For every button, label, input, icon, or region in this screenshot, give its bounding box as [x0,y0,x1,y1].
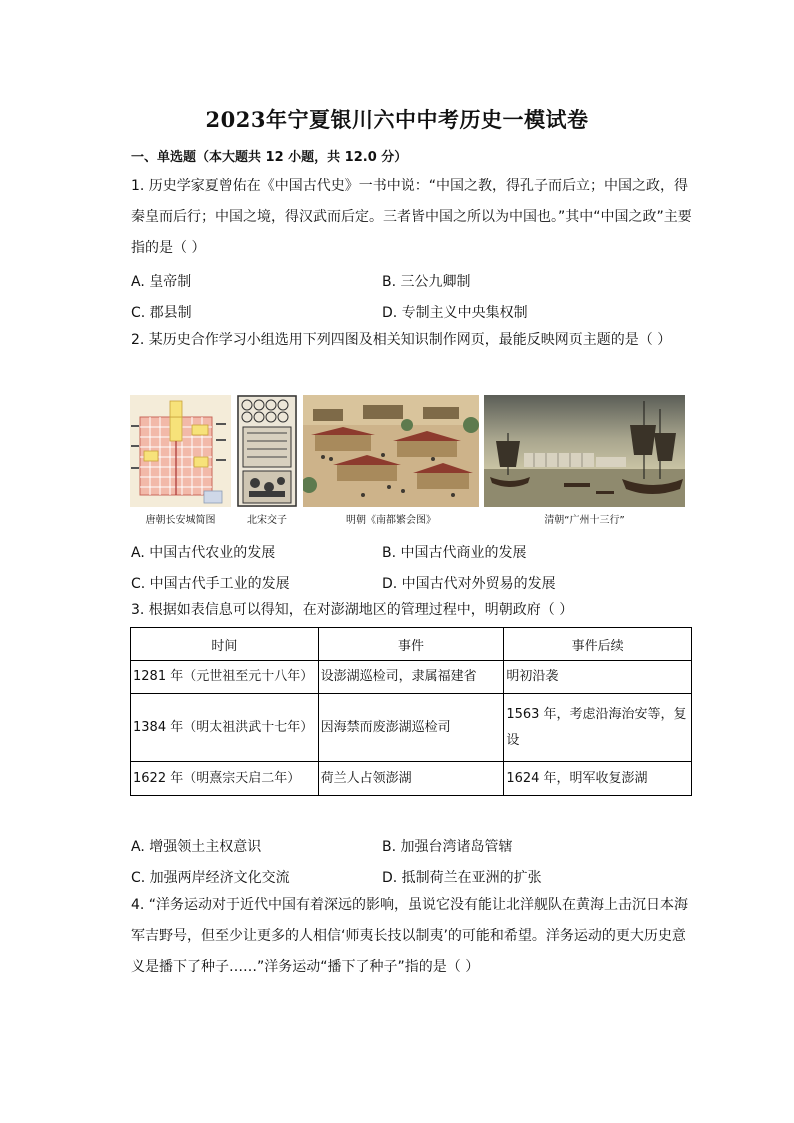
question-1-option-c: C. 郡县制 [131,305,192,321]
figure-1-caption: 唐朝长安城简图 [145,515,216,526]
table-header-row [131,628,692,661]
figure-3-caption: 明朝《南都繁会图》 [346,515,436,526]
table-cell: 1281 年（元世祖至元十八年） [131,661,319,694]
table-cell: 明初沿袭 [504,661,692,694]
table-cell: 1624 年，明军收复澎湖 [504,762,692,796]
exam-title: 2023年宁夏银川六中中考历史一模试卷 [205,107,589,132]
table-header-cell: 事件后续 [504,628,692,661]
city-grid-graphic [130,395,231,507]
question-1-option-a: A. 皇帝制 [131,274,192,290]
question-4-stem: 4. “洋务运动对于近代中国有着深远的影响，虽说它没有能让北洋舰队在黄海上击沉日本海军吉野号，但至少让更多的人相信‘师夷长技以制夷’的可能和希望。洋务运动的更大历史意义是播下了种子……”洋务运动“播下了种子”指的是（ ） [131,897,689,975]
painting-graphic [303,395,479,507]
question-2-option-a: A. 中国古代农业的发展 [131,545,276,561]
nandu-painting-image [303,395,479,507]
guangzhou-painting-image [484,395,685,507]
changan-map-image [130,395,231,507]
question-1-stem: 1. 历史学家夏曾佑在《中国古代史》一书中说：“中国之教，得孔子而后立；中国之政，得秦皇而后行；中国之境，得汉武而后定。三者皆中国之所以为中国也。”其中“中国之政”主要指的是（ ） [131,178,692,256]
table-row [131,661,692,694]
question-3-option-c: C. 加强两岸经济文化交流 [131,870,290,886]
question-1-option-b: B. 三公九卿制 [382,274,471,290]
figure-4-caption: 清朝“广州十三行” [544,515,625,526]
figure-2-caption: 北宋交子 [247,515,287,526]
question-3-table [130,627,692,796]
section-heading: 一、单选题（本大题共 12 小题，共 12.0 分） [131,150,408,165]
question-2-stem: 2. 某历史合作学习小组选用下列四图及相关知识制作网页，最能反映网页主题的是（ ） [131,332,672,348]
table-header-cell: 事件 [318,628,504,661]
question-3-option-b: B. 加强台湾诸岛管辖 [382,839,513,855]
table-header-cell: 时间 [131,628,319,661]
table-cell: 1563 年，考虑沿海治安等，复设 [504,694,692,762]
question-2-option-b: B. 中国古代商业的发展 [382,545,527,561]
table-cell: 1622 年（明熹宗天启二年） [131,762,319,796]
table-cell: 荷兰人占领澎湖 [318,762,504,796]
table-row [131,694,692,762]
question-1-option-d: D. 专制主义中央集权制 [382,305,528,321]
question-3-option-d: D. 抵制荷兰在亚洲的扩张 [382,870,542,886]
jiaozi-image [237,395,297,507]
question-3-stem: 3. 根据如表信息可以得知，在对澎湖地区的管理过程中，明朝政府（ ） [131,602,574,618]
table-cell: 因海禁而废澎湖巡检司 [318,694,504,762]
question-2-option-d: D. 中国古代对外贸易的发展 [382,576,556,592]
table-row [131,762,692,796]
table-cell: 1384 年（明太祖洪武十七年） [131,694,319,762]
harbor-graphic [484,395,685,507]
question-3-option-a: A. 增强领土主权意识 [131,839,262,855]
question-2-option-c: C. 中国古代手工业的发展 [131,576,290,592]
table-cell: 设澎湖巡检司，隶属福建省 [318,661,504,694]
banknote-graphic [237,395,297,507]
